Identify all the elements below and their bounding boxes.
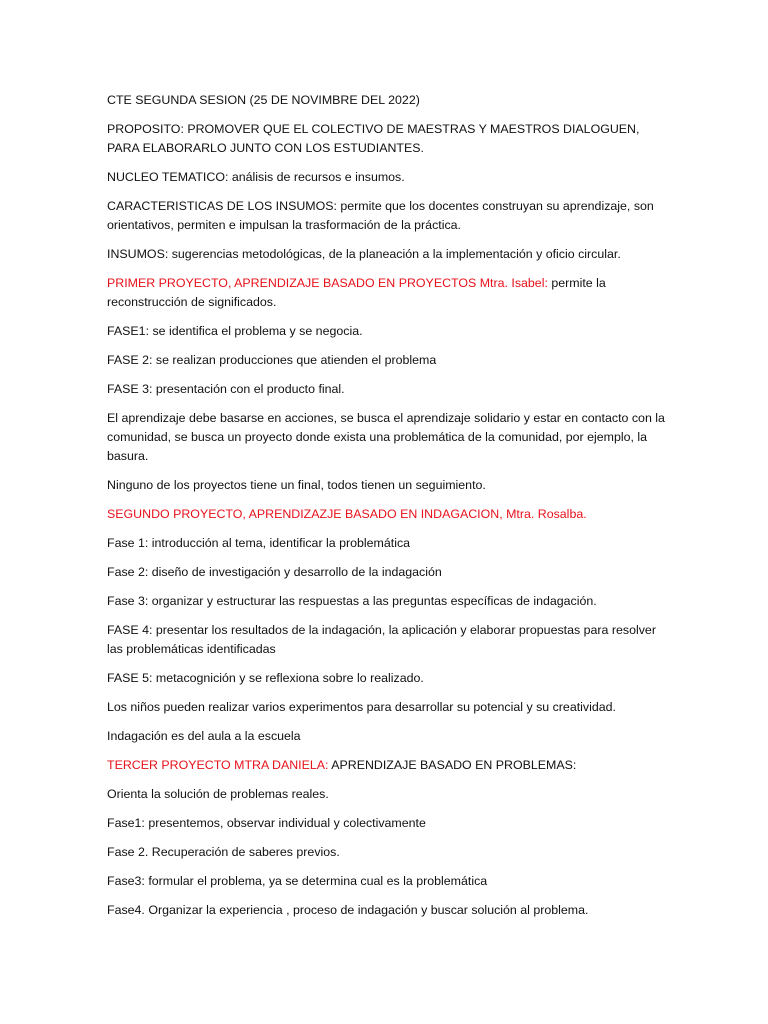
insumos-paragraph: INSUMOS: sugerencias metodológicas, de la planeación a la implementación y oficio circular. <box>107 247 621 261</box>
proyecto2-fase: Fase 2: diseño de investigación y desarrollo de la indagación <box>107 565 442 579</box>
proyecto2-fase: Fase 3: organizar y estructurar las respuestas a las preguntas específicas de indagación. <box>107 594 597 608</box>
caracteristicas-paragraph: CARACTERISTICAS DE LOS INSUMOS: permite que los docentes construyan su aprendizaje, son orientativos, permiten e impulsan la trasformación de la práctica. <box>107 199 654 232</box>
proyecto3-heading-paragraph <box>107 756 667 775</box>
proyecto1-fase: FASE 3: presentación con el producto final. <box>107 382 345 396</box>
proyecto1-description: permite la reconstrucción de significados. <box>107 276 606 309</box>
proyecto1-note: El aprendizaje debe basarse en acciones, se busca el aprendizaje solidario y estar en contacto con la comunidad, se busca un proyecto donde exista una problemática de la comunidad, por ejemplo, la basura. <box>107 411 665 463</box>
proyecto3-fase: Fase3: formular el problema, ya se determina cual es la problemática <box>107 874 488 888</box>
proyecto1-fase: FASE 2: se realizan producciones que atienden el problema <box>107 353 437 367</box>
proyecto2-fase: FASE 5: metacognición y se reflexiona sobre lo realizado. <box>107 671 424 685</box>
proyecto3-fase: Fase1: presentemos, observar individual y colectivamente <box>107 816 426 830</box>
proyecto3-intro: Orienta la solución de problemas reales. <box>107 787 329 801</box>
proyecto1-fase: FASE1: se identifica el problema y se negocia. <box>107 324 363 338</box>
nucleo-paragraph: NUCLEO TEMATICO: análisis de recursos e insumos. <box>107 170 405 184</box>
proyecto2-note: Los niños pueden realizar varios experimentos para desarrollar su potencial y su creatividad. <box>107 700 616 714</box>
proposito-paragraph: PROPOSITO: PROMOVER QUE EL COLECTIVO DE MAESTRAS Y MAESTROS DIALOGUEN, PARA ELABORARLO JUNTO CON LOS ESTUDIANTES. <box>107 122 640 155</box>
proyecto3-heading: TERCER PROYECTO MTRA DANIELA: <box>107 758 329 772</box>
proyecto3-fase: Fase4. Organizar la experiencia , proceso de indagación y buscar solución al problema. <box>107 903 589 917</box>
proyecto2-fase: FASE 4: presentar los resultados de la indagación, la aplicación y elaborar propuestas para resolver las problemáticas identificadas <box>107 623 656 656</box>
document-page <box>107 91 667 930</box>
proyecto3-description: APRENDIZAJE BASADO EN PROBLEMAS: <box>328 758 577 772</box>
proyecto1-note: Ninguno de los proyectos tiene un final, todos tienen un seguimiento. <box>107 478 486 492</box>
proyecto3-fase: Fase 2. Recuperación de saberes previos. <box>107 845 340 859</box>
proyecto1-heading-paragraph <box>107 274 667 312</box>
proyecto2-note: Indagación es del aula a la escuela <box>107 729 301 743</box>
proyecto2-fase: Fase 1: introducción al tema, identificar la problemática <box>107 536 411 550</box>
document-title: CTE SEGUNDA SESION (25 DE NOVIMBRE DEL 2022) <box>107 93 420 107</box>
proyecto2-heading: SEGUNDO PROYECTO, APRENDIZAZJE BASADO EN INDAGACION, Mtra. Rosalba. <box>107 507 587 521</box>
proyecto1-heading: PRIMER PROYECTO, APRENDIZAJE BASADO EN PROYECTOS Mtra. Isabel: <box>107 276 548 290</box>
